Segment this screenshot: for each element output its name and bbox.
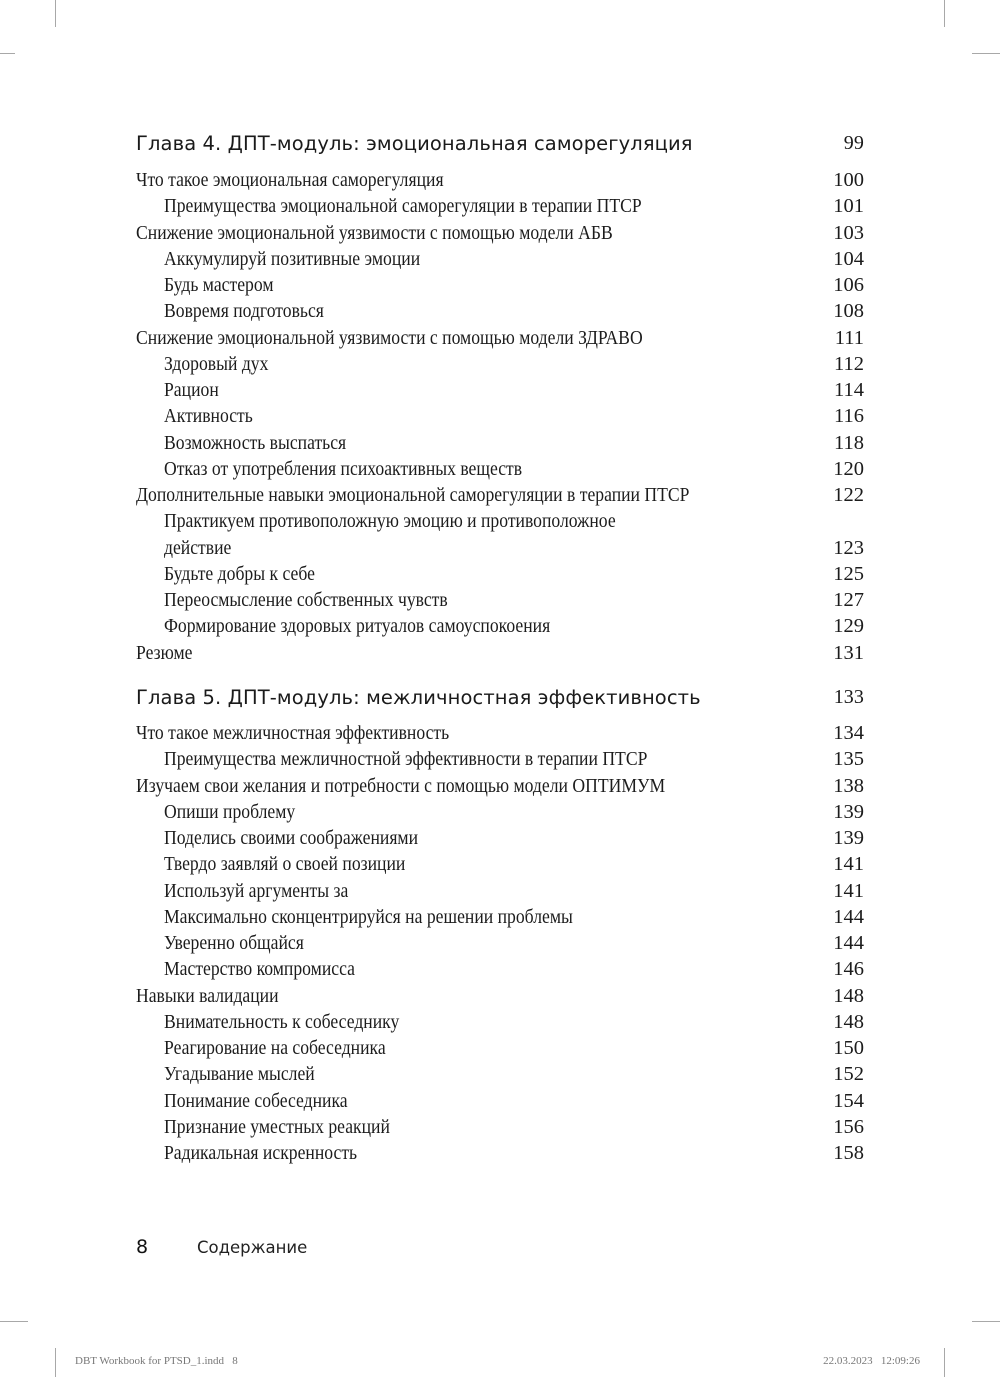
- entry-title: Признание уместных реакций: [164, 1115, 390, 1138]
- crop-mark-top-right-vertical: [944, 0, 945, 27]
- toc-subsection-entry[interactable]: [136, 799, 864, 825]
- toc-section-entry[interactable]: [136, 720, 864, 746]
- entry-title: Формирование здоровых ритуалов самоуспокоения: [164, 615, 551, 638]
- entry-title: Мастерство компромисса: [164, 958, 355, 981]
- entry-page-number: 101: [833, 195, 864, 218]
- entry-page-number: 154: [833, 1089, 864, 1112]
- entry-page-number: 148: [833, 984, 864, 1007]
- entry-title: Поделись своими соображениями: [164, 827, 419, 849]
- toc-subsection-entry[interactable]: [136, 904, 864, 930]
- toc-subsection-entry[interactable]: [136, 1061, 864, 1087]
- entry-page-number: 108: [833, 300, 864, 323]
- toc-subsection-entry[interactable]: [136, 272, 864, 298]
- toc-subsection-entry[interactable]: [136, 561, 864, 587]
- entry-page-number: 146: [833, 958, 864, 981]
- entry-title: Внимательность к собеседнику: [164, 1010, 400, 1033]
- crop-mark-bottom-right-vertical: [944, 1348, 945, 1377]
- entry-title: Опиши проблему: [164, 800, 296, 823]
- entry-page-number: 139: [833, 800, 864, 823]
- toc-subsection-entry[interactable]: [136, 587, 864, 613]
- entry-title: Изучаем свои желания и потребности с помощью модели ОПТИМУМ: [136, 774, 666, 797]
- entry-title: Навыки валидации: [136, 984, 279, 1007]
- entry-page-number: 141: [833, 853, 864, 876]
- toc-subsection-entry[interactable]: [136, 746, 864, 772]
- toc-subsection-entry[interactable]: [136, 377, 864, 403]
- crop-mark-top-right-horizontal: [972, 53, 1000, 54]
- entry-page-number: 106: [833, 274, 864, 296]
- entry-title: Резюме: [136, 641, 193, 664]
- toc-subsection-entry[interactable]: [136, 956, 864, 982]
- toc-subsection-entry[interactable]: [136, 851, 864, 877]
- footer-page-number: 8: [136, 1236, 149, 1258]
- entry-page-number: 129: [833, 615, 864, 638]
- entry-page-number: 134: [833, 722, 864, 744]
- crop-mark-bottom-right-horizontal: [972, 1321, 1000, 1322]
- toc-subsection-entry[interactable]: [136, 351, 864, 377]
- entry-page-number: 116: [834, 405, 864, 428]
- chapter-heading[interactable]: [136, 686, 864, 716]
- toc-subsection-entry[interactable]: [136, 430, 864, 456]
- entry-page-number: 123: [833, 536, 864, 559]
- entry-page-number: 127: [833, 589, 864, 611]
- entry-page-number: 120: [833, 457, 864, 480]
- toc-subsection-entry[interactable]: [136, 825, 864, 851]
- toc-subsection-entry[interactable]: [136, 535, 864, 561]
- entry-title: Отказ от употребления психоактивных веществ: [164, 457, 523, 480]
- toc-section-entry[interactable]: [136, 983, 864, 1009]
- entry-title: Практикуем противоположную эмоцию и противоположное: [164, 510, 616, 533]
- entry-title: Переосмысление собственных чувств: [164, 589, 448, 611]
- entry-page-number: 100: [833, 169, 864, 191]
- entry-page-number: 152: [833, 1063, 864, 1086]
- entry-title: Преимущества межличностной эффективности в терапии ПТСР: [164, 748, 648, 771]
- entry-page-number: 141: [833, 879, 864, 902]
- entry-page-number: 122: [833, 484, 864, 506]
- toc-section-entry[interactable]: [136, 220, 864, 246]
- toc-subsection-entry[interactable]: [136, 1009, 864, 1035]
- entry-page-number: 103: [833, 221, 864, 244]
- entry-title: Реагирование на собеседника: [164, 1037, 386, 1059]
- toc-section-entry[interactable]: [136, 325, 864, 351]
- entry-title: Преимущества эмоциональной саморегуляции в терапии ПТСР: [164, 195, 642, 218]
- entry-page-number: 144: [833, 932, 864, 954]
- entry-title: Дополнительные навыки эмоциональной саморегуляции в терапии ПТСР: [136, 484, 690, 506]
- entry-page-number: 112: [834, 352, 864, 375]
- entry-title: Вовремя подготовься: [164, 300, 324, 323]
- entry-page-number: 131: [833, 641, 864, 664]
- toc-subsection-entry[interactable]: [136, 1035, 864, 1061]
- entry-title: Что такое эмоциональная саморегуляция: [136, 169, 444, 191]
- toc-section-entry[interactable]: [136, 482, 864, 508]
- entry-page-number: 156: [833, 1115, 864, 1138]
- entry-title: Твердо заявляй о своей позиции: [164, 853, 406, 876]
- slug-filename: DBT Workbook for PTSD_1.indd 8: [75, 1355, 238, 1367]
- entry-title: Возможность выспаться: [164, 431, 347, 454]
- toc-subsection-entry[interactable]: [136, 1088, 864, 1114]
- toc-subsection-entry[interactable]: [136, 456, 864, 482]
- entry-page-number: 104: [833, 247, 864, 270]
- toc-subsection-entry[interactable]: [136, 193, 864, 219]
- entry-title: Понимание собеседника: [164, 1089, 348, 1112]
- entry-title: Радикальная искренность: [164, 1142, 358, 1164]
- entry-page-number: 158: [833, 1142, 864, 1164]
- entry-title: действие: [164, 536, 232, 559]
- chapter-heading[interactable]: [136, 132, 864, 162]
- entry-title: Максимально сконцентрируйся на решении проблемы: [164, 905, 573, 928]
- chapter-title: Глава 4. ДПТ-модуль: эмоциональная саморегуляция: [136, 132, 693, 155]
- entry-title: Снижение эмоциональной уязвимости с помощью модели ЗДРАВО: [136, 326, 643, 349]
- entry-page-number: 138: [833, 774, 864, 797]
- toc-subsection-entry[interactable]: [136, 508, 864, 534]
- toc-section-entry[interactable]: [136, 640, 864, 666]
- entry-page-number: 135: [833, 748, 864, 771]
- toc-subsection-entry[interactable]: [136, 930, 864, 956]
- entry-title: Аккумулируй позитивные эмоции: [164, 247, 421, 270]
- chapter-page-number: 99: [843, 132, 864, 154]
- entry-title: Здоровый дух: [164, 352, 269, 375]
- crop-mark-top-left-vertical: [55, 0, 56, 27]
- toc-section-entry[interactable]: [136, 167, 864, 193]
- footer-running-title: Содержание: [197, 1238, 308, 1257]
- toc-section-entry[interactable]: [136, 773, 864, 799]
- crop-mark-bottom-left-vertical: [55, 1348, 56, 1377]
- entry-title: Что такое межличностная эффективность: [136, 722, 450, 744]
- entry-title: Будь мастером: [164, 274, 274, 296]
- slug-timestamp: 22.03.2023 12:09:26: [823, 1355, 920, 1367]
- entry-page-number: 114: [834, 379, 864, 401]
- entry-title: Рацион: [164, 379, 219, 401]
- toc-subsection-entry[interactable]: [136, 246, 864, 272]
- entry-title: Будьте добры к себе: [164, 562, 315, 585]
- crop-mark-bottom-left-horizontal: [0, 1321, 28, 1322]
- crop-mark-top-left-horizontal: [0, 53, 15, 54]
- entry-title: Угадывание мыслей: [164, 1063, 315, 1086]
- toc-subsection-entry[interactable]: [136, 403, 864, 429]
- toc-subsection-entry[interactable]: [136, 1114, 864, 1140]
- toc-subsection-entry[interactable]: [136, 878, 864, 904]
- entry-page-number: 139: [833, 827, 864, 849]
- entry-title: Используй аргументы за: [164, 879, 349, 902]
- toc-subsection-entry[interactable]: [136, 298, 864, 324]
- entry-page-number: 150: [833, 1037, 864, 1059]
- entry-page-number: 118: [834, 431, 864, 454]
- chapter-page-number: 133: [833, 686, 864, 708]
- entry-title: Уверенно общайся: [164, 932, 304, 954]
- chapter-title: Глава 5. ДПТ-модуль: межличностная эффективность: [136, 686, 701, 709]
- entry-page-number: 144: [833, 905, 864, 928]
- toc-subsection-entry[interactable]: [136, 1140, 864, 1166]
- entry-title: Снижение эмоциональной уязвимости с помощью модели АБВ: [136, 221, 613, 244]
- entry-title: Активность: [164, 405, 253, 428]
- entry-page-number: 125: [833, 562, 864, 585]
- toc-subsection-entry[interactable]: [136, 613, 864, 639]
- entry-page-number: 148: [833, 1010, 864, 1033]
- entry-page-number: 111: [834, 326, 864, 349]
